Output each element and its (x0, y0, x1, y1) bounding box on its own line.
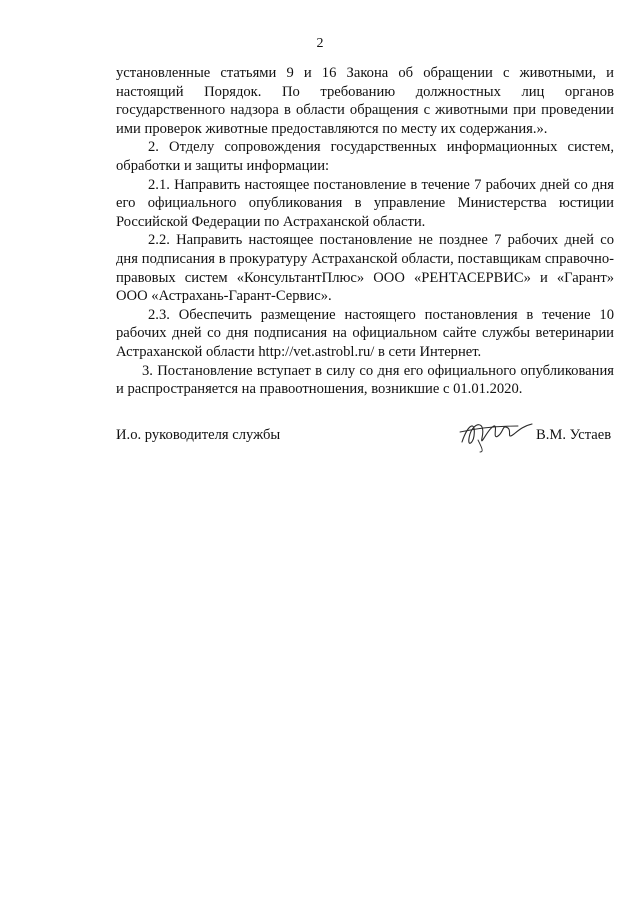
document-body (116, 64, 614, 399)
paragraph-2-1: 2.1. Направить настоящее постановление в течение 7 рабочих дней со дня его официального опубликования в управление Министерства юстиции Российской Федерации по Астраханской области. (116, 176, 614, 230)
handwritten-signature (458, 414, 536, 454)
paragraph-3: 3. Постановление вступает в силу со дня его официального опубликования и распространяется на правоотношения, возникшие с 01.01.2020. (116, 362, 614, 398)
signatory-title: И.о. руководителя службы (116, 427, 281, 443)
paragraph-intro: установленные статьями 9 и 16 Закона об обращении с животными, и настоящий Порядок. По требованию должностных лиц органов государственного надзора в области обращения с животными при проведении ими проверок животные предоставляются по месту их содержания.». (116, 65, 614, 137)
paragraph-2-3: 2.3. Обеспечить размещение настоящего постановления в течение 10 рабочих дней со дня подписания на официальном сайте службы ветеринарии Астраханской области http://vet.astrobl.ru/ в сети Интернет. (116, 306, 614, 360)
page-number: 2 (316, 36, 324, 51)
paragraph-2: 2. Отделу сопровождения государственных информационных систем, обработки и защиты информации: (116, 139, 614, 174)
paragraph-2-2: 2.2. Направить настоящее постановление не позднее 7 рабочих дней со дня подписания в прокуратуру Астраханской области, поставщикам справочно-правовых систем «КонсультантПлюс» ООО «РЕНТАСЕРВИС» и «Гарант» ООО «Астрахань-Гарант-Сервис». (116, 232, 614, 305)
signatory-name: В.М. Устаев (536, 427, 612, 443)
